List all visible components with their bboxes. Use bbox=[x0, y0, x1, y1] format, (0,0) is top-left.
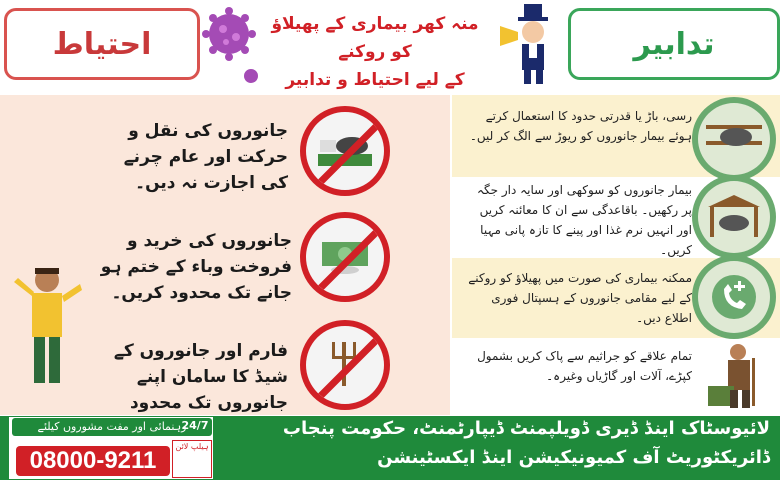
department-name: لائیوسٹاک اینڈ ڈیری ڈویلپمنٹ ڈیپارٹمنٹ، حکومت پنجاب bbox=[282, 418, 770, 439]
measure-item-3-text: ممکنہ بیماری کی صورت میں پھیلاؤ کو روکنے کے لیے مقامی جانوروں کے ہسپتال فوری اطلاع دیں۔ bbox=[468, 271, 692, 325]
precaution-item-2-icon-wrap bbox=[300, 212, 390, 302]
farmer-illustration bbox=[10, 262, 84, 392]
measures-heading: تدابیر bbox=[568, 8, 780, 80]
precaution-item-3-text: فارم اور جانوروں کے شیڈ کا سامان اپنے جانوروں تک محدود bbox=[113, 341, 288, 413]
helpline-badge: ہیلپ لائن bbox=[172, 440, 212, 478]
measure-item-2-text: بیمار جانوروں کو سوکھی اور سایہ دار جگہ پر رکھیں۔ باقاعدگی سے ان کا معائنہ کریں اور انہیں نرم غذا اور پینے کا تازہ پانی مہیا کریں۔ bbox=[476, 183, 692, 257]
vet-call-icon bbox=[692, 255, 776, 339]
precaution-item-1-icon-wrap bbox=[300, 106, 390, 196]
measure-item-4-text: تمام علاقے کو جراثیم سے پاک کریں بشمول کپڑے، آلات اور گاڑیاں وغیرہ۔ bbox=[477, 349, 692, 383]
helpline-number[interactable]: 08000-9211 bbox=[16, 446, 170, 476]
farmer-disinfect-icon bbox=[704, 340, 768, 410]
no-money-icon bbox=[300, 212, 390, 302]
announcer-megaphone-icon bbox=[496, 2, 562, 88]
precaution-item-2-text: جانوروں کی خرید و فروخت وباء کے ختم ہو جانے تک محدود کریں۔ bbox=[100, 231, 292, 303]
main-title-line-1: منہ کھر بیماری کے پھیلاؤ کو روکنے bbox=[271, 14, 479, 62]
precaution-heading: احتیاط bbox=[4, 8, 200, 80]
precaution-item-1-text: جانوروں کی نقل و حرکت اور عام چرنے کی اجازت نہ دیں۔ bbox=[123, 121, 288, 193]
guidance-label: رہنمائی اور مفت مشوروں کیلئے bbox=[12, 418, 212, 436]
precaution-item-3-icon-wrap bbox=[300, 320, 390, 410]
virus-icon bbox=[196, 4, 266, 84]
measure-item-1-text: رسی، باڑ یا قدرتی حدود کا استعمال کرتے ہوئے بیمار جانوروں کو ریوڑ سے الگ کر لیں۔ bbox=[469, 109, 692, 143]
no-farm-tools-icon bbox=[300, 320, 390, 410]
main-title-line-2: کے لیے احتیاط و تدابیر bbox=[285, 70, 465, 90]
main-title bbox=[262, 10, 488, 94]
fenced-cattle-icon bbox=[692, 97, 776, 181]
directorate-name: ڈائریکٹوریٹ آف کمیونیکیشن اینڈ ایکسٹینشن bbox=[377, 447, 770, 468]
no-animal-movement-icon bbox=[300, 106, 390, 196]
hours-badge: 24/7 bbox=[181, 419, 209, 432]
cattle-shed-icon bbox=[692, 175, 776, 259]
